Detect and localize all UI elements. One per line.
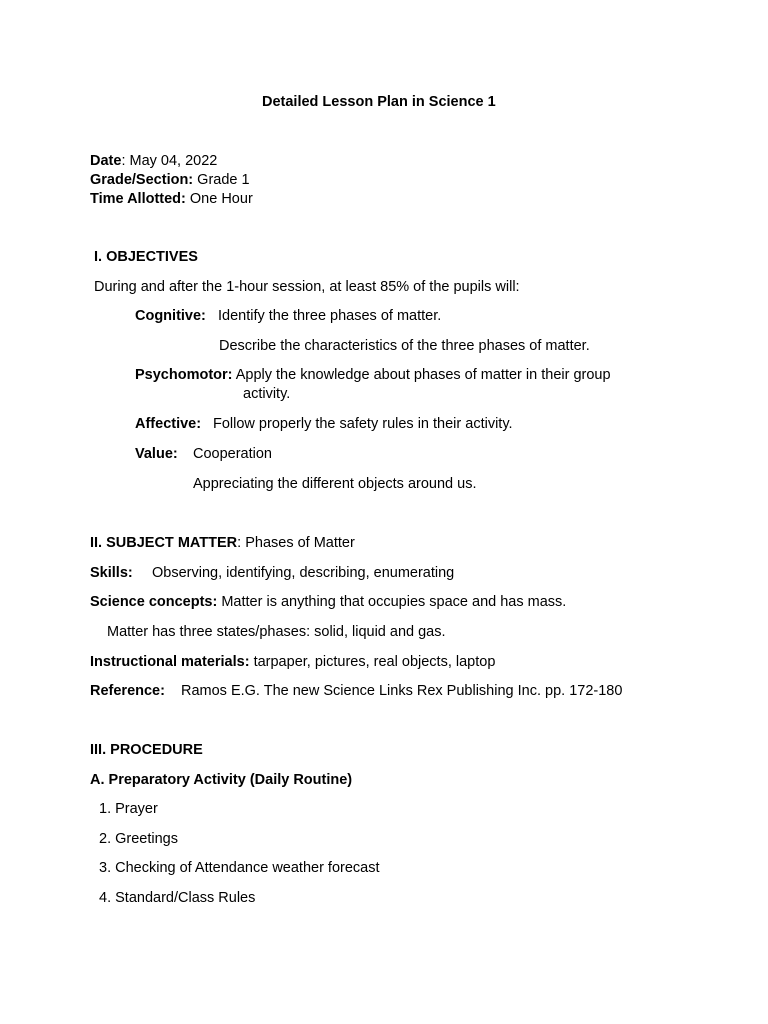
- objectives-intro: During and after the 1-hour session, at least 85% of the pupils will:: [94, 279, 520, 295]
- cognitive-text-1: Identify the three phases of matter.: [218, 308, 442, 324]
- value-text-2: Appreciating the different objects around us.: [193, 476, 477, 492]
- science-concepts-line: Science concepts: Matter is anything that occupies space and has mass.: [90, 594, 567, 610]
- procedure-item: 2. Greetings: [99, 831, 178, 847]
- skills-line: Skills:: [90, 565, 133, 581]
- materials-line: Instructional materials: tarpaper, pictures, real objects, laptop: [90, 654, 496, 670]
- reference-text: Ramos E.G. The new Science Links Rex Publishing Inc. pp. 172-180: [181, 683, 623, 699]
- grade-line: Grade/Section: Grade 1: [90, 172, 250, 188]
- date-line: Date: May 04, 2022: [90, 153, 218, 169]
- affective-text: Follow properly the safety rules in their activity.: [213, 416, 513, 432]
- psychomotor-text-2: activity.: [243, 386, 291, 402]
- cognitive-line: Cognitive:: [135, 308, 206, 324]
- science-concepts-text-2: Matter has three states/phases: solid, liquid and gas.: [107, 624, 446, 640]
- procedure-heading: III. PROCEDURE: [90, 742, 203, 758]
- affective-line: Affective:: [135, 416, 202, 432]
- value-line: Value:: [135, 446, 178, 462]
- procedure-item: 1. Prayer: [99, 801, 158, 817]
- preparatory-activity-heading: A. Preparatory Activity (Daily Routine): [90, 772, 353, 788]
- cognitive-text-2: Describe the characteristics of the three phases of matter.: [219, 338, 590, 354]
- reference-line: Reference:: [90, 683, 165, 699]
- page-title: Detailed Lesson Plan in Science 1: [262, 94, 496, 110]
- psychomotor-line: Psychomotor: Apply the knowledge about phases of matter in their group: [135, 367, 611, 383]
- skills-text: Observing, identifying, describing, enumerating: [152, 565, 455, 581]
- objectives-heading: I. OBJECTIVES: [94, 249, 198, 265]
- procedure-item: 4. Standard/Class Rules: [99, 890, 256, 906]
- time-line: Time Allotted: One Hour: [90, 191, 253, 207]
- subject-matter-heading: II. SUBJECT MATTER: Phases of Matter: [90, 535, 355, 551]
- value-text-1: Cooperation: [193, 446, 272, 462]
- procedure-item: 3. Checking of Attendance weather forecast: [99, 860, 380, 876]
